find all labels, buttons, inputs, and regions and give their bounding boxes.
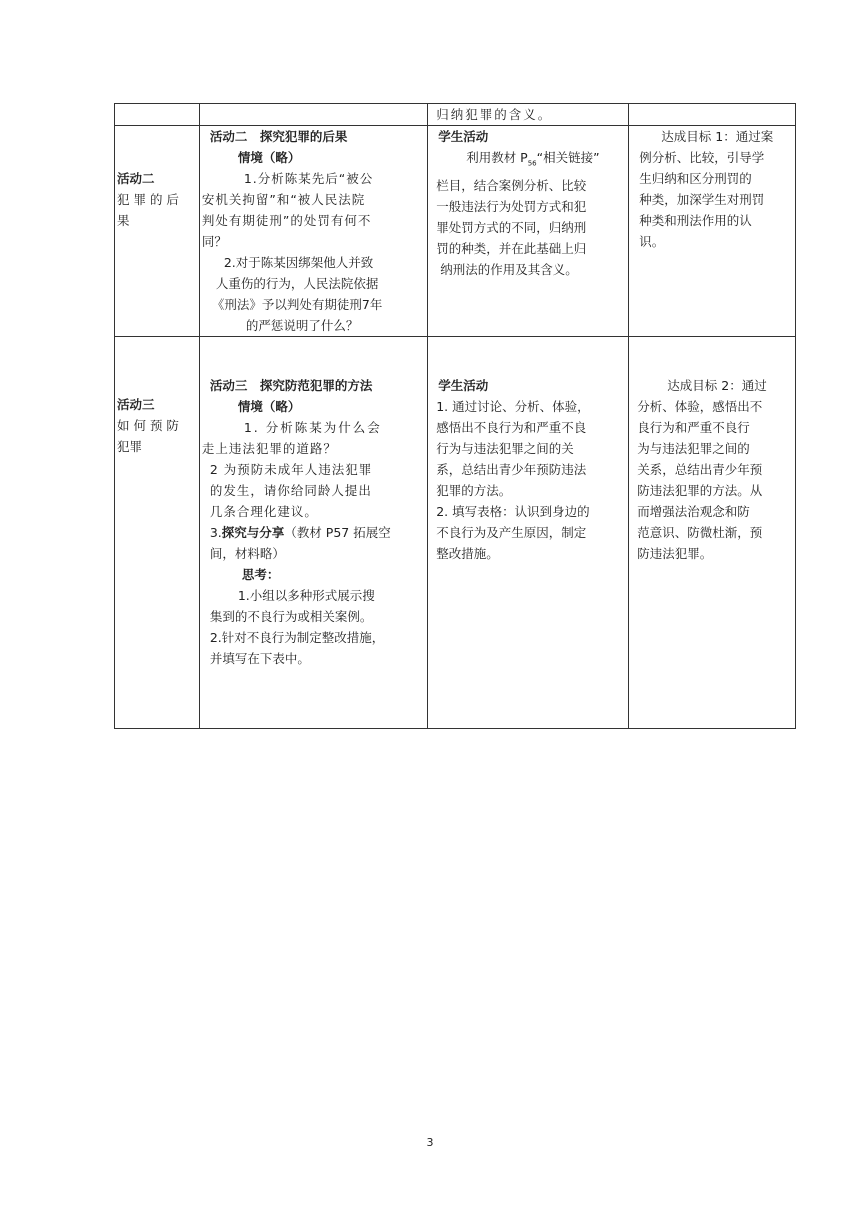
- page-number: 3: [426, 1136, 434, 1149]
- goal-text: 防违法犯罪的方法。从: [637, 483, 763, 498]
- student-activity-cell: [428, 126, 629, 337]
- situation-cell: [199, 126, 427, 337]
- goal-text: 为与违法犯罪之间的: [637, 441, 750, 456]
- question-text: 几条合理化建议。: [209, 504, 318, 519]
- question-text: 《刑法》予以判处有期徒刑7年: [211, 297, 383, 312]
- activity-text: 1. 通过讨论、分析、体验，: [436, 399, 590, 414]
- activity-text: 一般违法行为处罚方式和犯: [436, 198, 587, 214]
- activity-text: 栏目，结合案例分析、比较: [436, 177, 587, 193]
- situation-label: 情境（略）: [237, 150, 301, 165]
- activity-label-cell: [115, 126, 200, 337]
- question-text: 1.分析陈某先后“被公: [243, 171, 374, 186]
- think-text: 并填写在下表中。: [209, 651, 310, 666]
- goal-cell: [629, 337, 796, 729]
- activity-label-text: 犯 罪 的 后: [117, 192, 179, 207]
- activity-text: 感悟出不良行为和严重不良: [436, 420, 587, 435]
- cell-text: 归纳犯罪的含义。: [436, 107, 553, 122]
- goal-text: 良行为和严重不良行: [637, 420, 750, 435]
- question-text: 探究与分享: [221, 525, 285, 540]
- question-text: 1. 分析陈某为什么会: [243, 420, 382, 435]
- student-activity-title: 学生活动: [438, 129, 489, 144]
- table-row: [115, 126, 796, 337]
- activity-label-title: 活动三: [117, 397, 155, 412]
- student-activity-title: 学生活动: [438, 378, 489, 393]
- question-text: 2.对于陈某因绑架他人并致: [223, 255, 374, 270]
- page-subscript: 56: [527, 159, 537, 168]
- activity-label-title: 活动二: [117, 171, 155, 186]
- table-row: [115, 337, 796, 729]
- activity-label-text: 如 何 预 防: [117, 418, 179, 433]
- question-text: 判处有期徒刑”的处罚有何不: [201, 213, 372, 228]
- table-row: [115, 104, 796, 126]
- goal-text: 关系，总结出青少年预: [637, 462, 763, 477]
- activity-text: 不良行为及产生原因，制定: [436, 525, 587, 540]
- think-label: 思考：: [241, 567, 280, 582]
- question-text: 人重伤的行为，人民法院依据: [215, 276, 379, 291]
- question-text: 间，材料略）: [209, 546, 285, 561]
- table-cell: [115, 104, 200, 126]
- question-text: 安机关拘留”和“被人民法院: [201, 192, 366, 207]
- lesson-plan-table: [114, 103, 796, 729]
- question-text: （教材 P57 拓展空: [284, 525, 391, 540]
- goal-text: 生归纳和区分刑罚的: [639, 171, 752, 186]
- think-text: 2.针对不良行为制定整改措施，: [209, 630, 385, 645]
- question-text: 同？: [201, 234, 227, 249]
- think-text: 1.小组以多种形式展示搜: [237, 588, 375, 603]
- question-text: 的严惩说明了什么？: [245, 318, 359, 333]
- goal-text: 种类，加深学生对刑罚: [639, 192, 765, 207]
- activity-text: 犯罪的方法。: [436, 483, 512, 498]
- activity-text: 利用教材 P: [466, 150, 528, 165]
- activity-text: 行为与违法犯罪之间的关: [436, 441, 574, 456]
- table-cell: [629, 104, 796, 126]
- activity-text: 罚的种类，并在此基础上归: [436, 240, 587, 256]
- activity-label-text: 果: [117, 213, 130, 228]
- think-text: 集到的不良行为或相关案例。: [209, 609, 373, 624]
- goal-text: 范意识、防微杜渐，预: [637, 525, 763, 540]
- table-cell: [199, 104, 427, 126]
- activity-text: “相关链接”: [536, 150, 600, 165]
- activity-text: 罪处罚方式的不同，归纳刑: [436, 219, 587, 235]
- situation-cell: [199, 337, 427, 729]
- activity-text: 纳刑法的作用及其含义。: [440, 261, 578, 277]
- activity-title: 活动二 探究犯罪的后果: [209, 129, 348, 144]
- goal-text: 防违法犯罪。: [637, 546, 713, 561]
- table-cell: [428, 104, 629, 126]
- question-text: 2 为预防未成年人违法犯罪: [209, 462, 373, 477]
- activity-text: 整改措施。: [436, 546, 499, 561]
- question-text: 3.: [209, 525, 222, 540]
- goal-text: 达成目标 1：通过案: [661, 129, 774, 144]
- activity-title: 活动三 探究防范犯罪的方法: [209, 378, 373, 393]
- goal-text: 识。: [639, 234, 665, 249]
- student-activity-cell: [428, 337, 629, 729]
- activity-text: 系，总结出青少年预防违法: [436, 462, 587, 477]
- goal-text: 而增强法治观念和防: [637, 504, 750, 519]
- situation-label: 情境（略）: [237, 399, 301, 414]
- goal-text: 种类和刑法作用的认: [639, 213, 752, 228]
- activity-label-text: 犯罪: [117, 439, 143, 454]
- goal-cell: [629, 126, 796, 337]
- goal-text: 例分析、比较，引导学: [639, 150, 765, 165]
- goal-text: 分析、体验，感悟出不: [637, 399, 763, 414]
- activity-label-cell: [115, 337, 200, 729]
- question-text: 的发生，请你给同龄人提出: [209, 483, 372, 498]
- activity-text: 2. 填写表格：认识到身边的: [436, 504, 590, 519]
- question-text: 走上违法犯罪的道路？: [201, 441, 337, 456]
- goal-text: 达成目标 2：通过: [667, 378, 767, 393]
